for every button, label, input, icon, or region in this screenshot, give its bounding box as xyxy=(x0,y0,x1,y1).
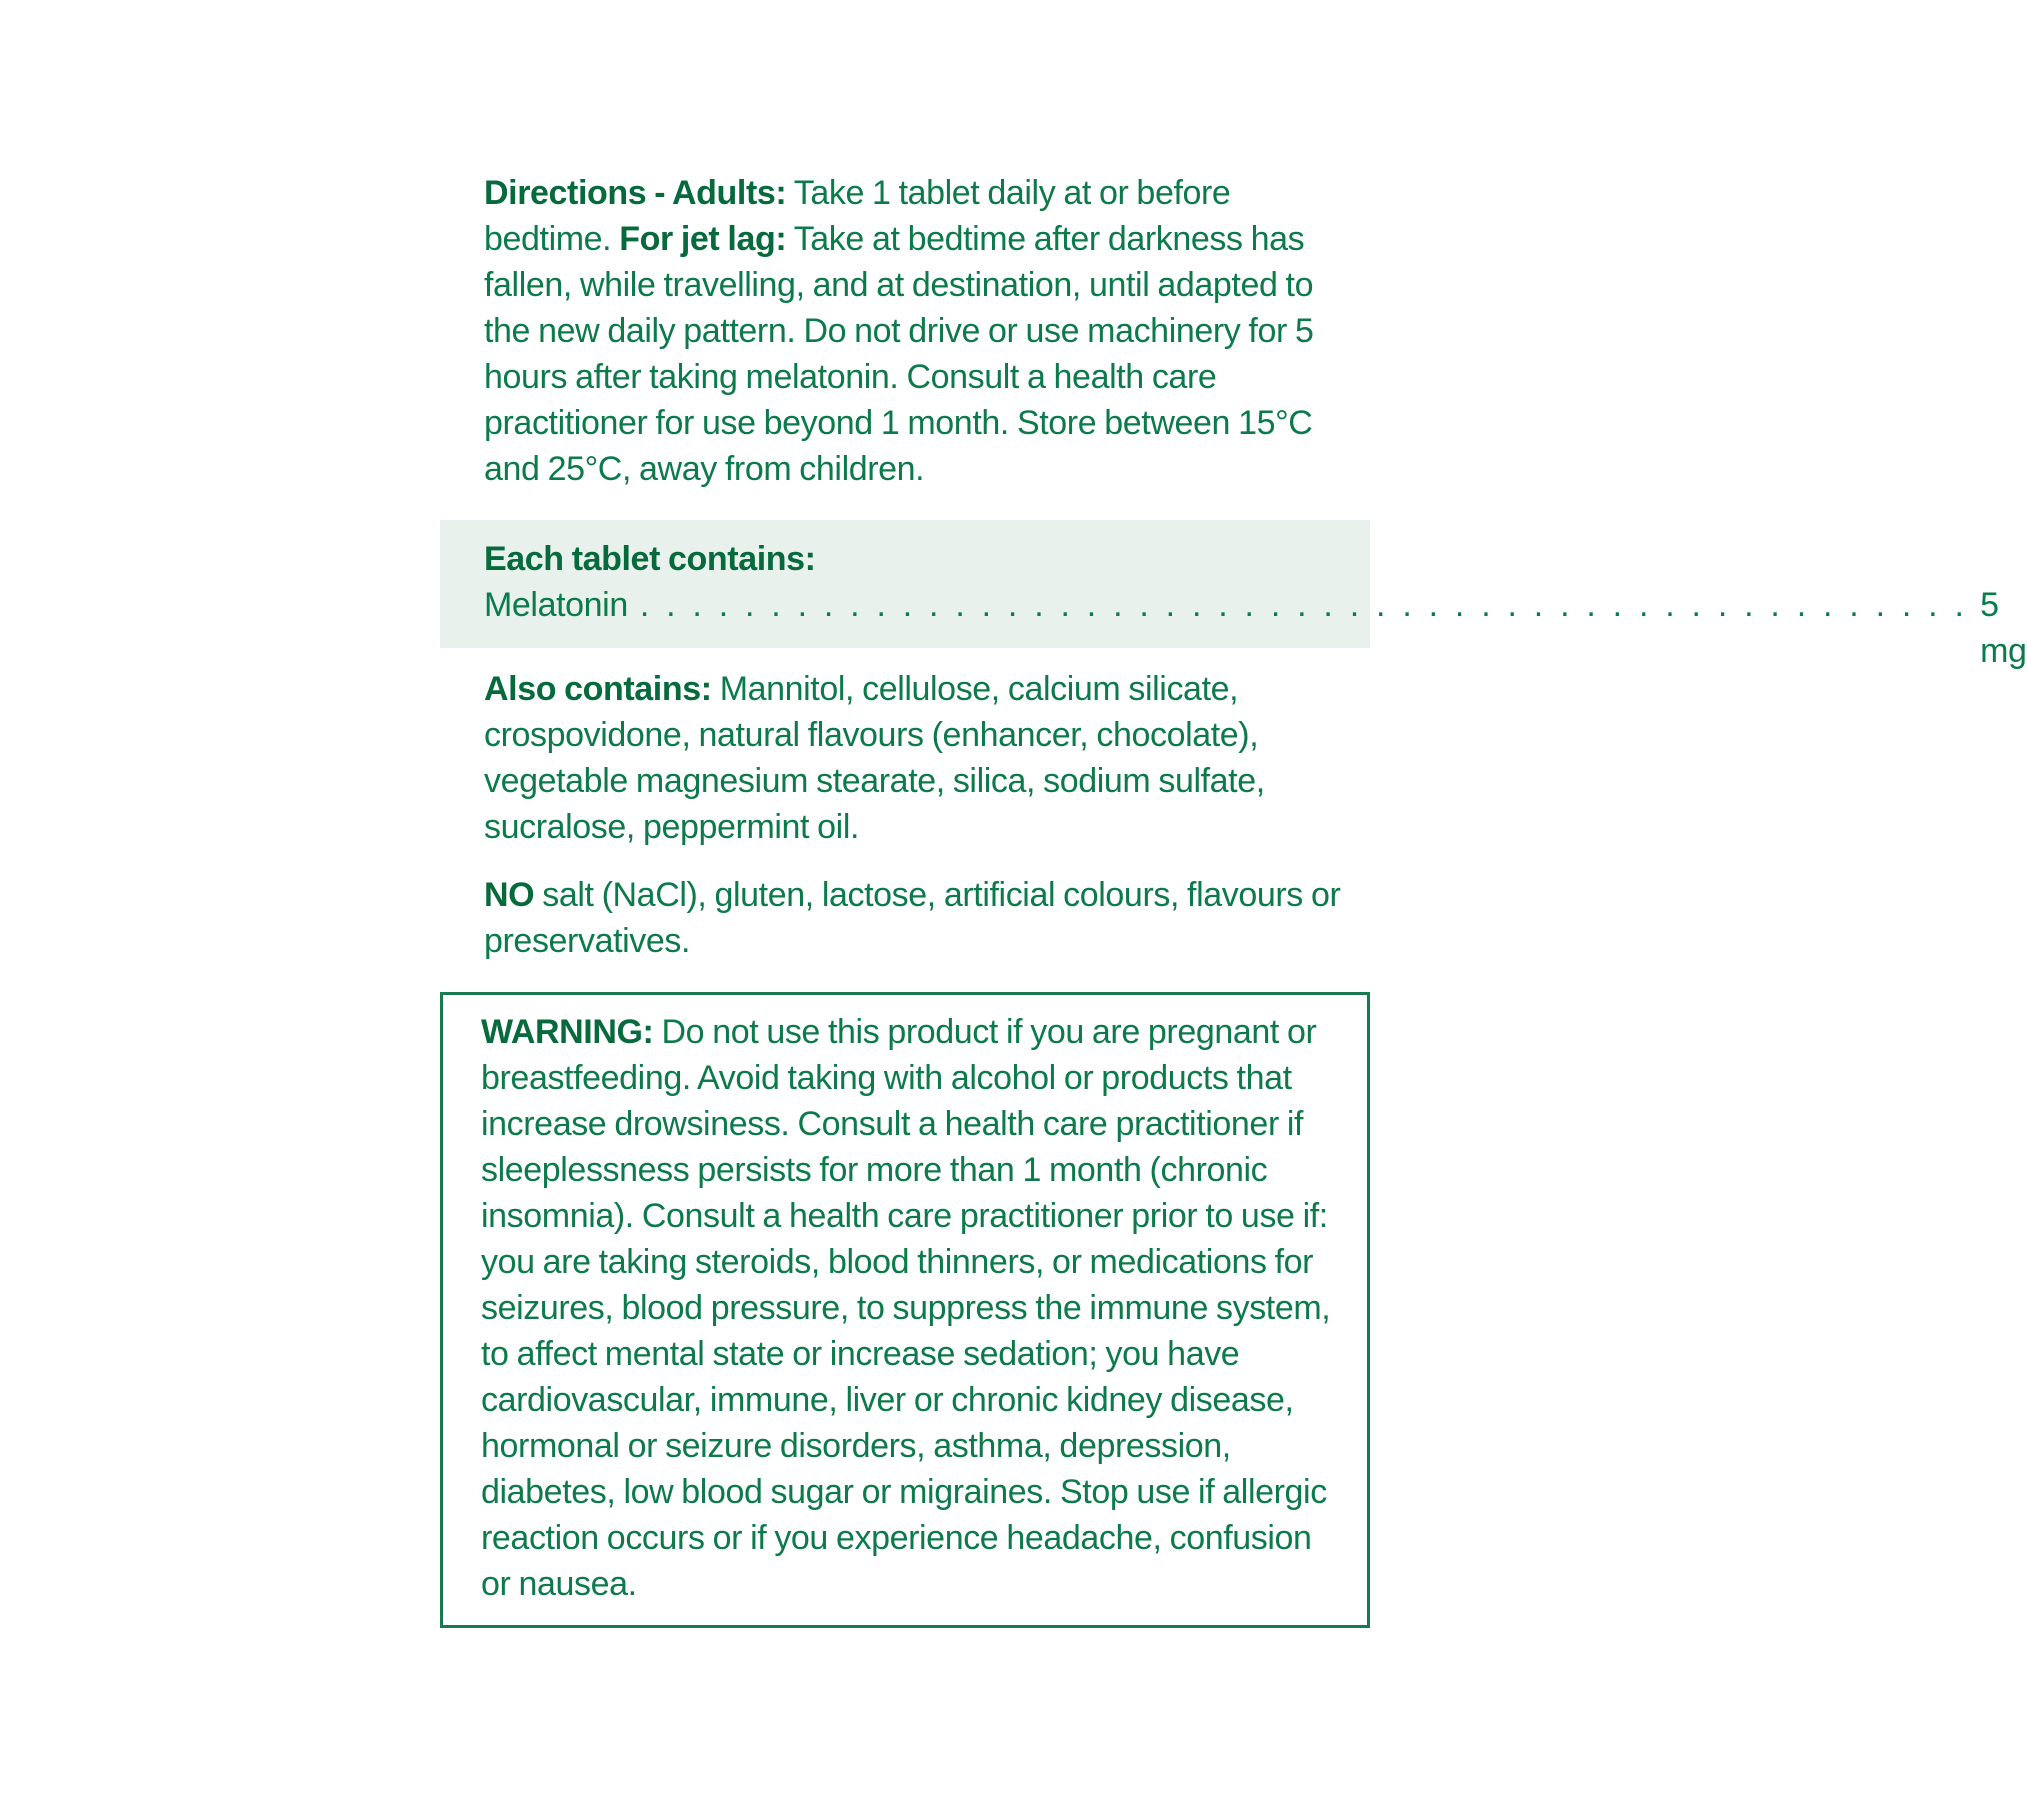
jet-lag-heading: For jet lag: xyxy=(619,220,787,258)
free-from-text: salt (NaCl), gluten, lactose, artificial colours, flavours or preservatives. xyxy=(484,876,1341,960)
also-contains-heading: Also contains: xyxy=(484,670,712,708)
also-contains-section xyxy=(484,666,1344,850)
directions-heading: Directions - Adults: xyxy=(484,174,787,212)
warning-heading: WARNING: xyxy=(481,1013,654,1051)
warning-box xyxy=(440,992,1370,1628)
directions-text-1: Take 1 tablet daily at or before bedtime. xyxy=(484,174,1231,258)
directions-text-2: Take at bedtime after darkness has fallen, while travelling, and at destination, until adapted to the new daily pattern. Do not drive or use machinery for 5 hours after taking melatonin. Consult a health care practitioner for use beyond 1 month. Store between 15°C and 25°C, away from children. xyxy=(484,220,1314,488)
ingredient-amount: 5 mg xyxy=(1980,586,2027,670)
free-from-section xyxy=(484,872,1344,964)
dot-leader: . . . . . . . . . . . . . . . . . . . . . . . . . . . . . . . . . . . . . . . . . . . . . . . . . . . xyxy=(639,586,1969,624)
ingredients-box xyxy=(440,520,2027,670)
also-contains-text: Mannitol, cellulose, calcium silicate, crospovidone, natural flavours (enhancer, chocolate), vegetable magnesium stearate, silica, sodium sulfate, sucralose, peppermint oil. xyxy=(484,670,1265,846)
ingredient-row xyxy=(484,582,2027,674)
directions-section xyxy=(484,170,1344,492)
warning-text: Do not use this product if you are pregnant or breastfeeding. Avoid taking with alcohol or products that increase drowsiness. Consult a health care practitioner if sleeplessness persists for more than 1 month (chronic insomnia). Consult a health care practitioner prior to use if: you are taking steroids, blood thinners, or medications for seizures, blood pressure, to suppress the immune system, to affect mental state or increase sedation; you have cardiovascular, immune, liver or chronic kidney disease, hormonal or seizure disorders, asthma, depression, diabetes, low blood sugar or migraines. Stop use if allergic reaction occurs or if you experience headache, confusion or nausea. xyxy=(481,1013,1331,1603)
free-from-heading: NO xyxy=(484,876,535,914)
ingredients-heading: Each tablet contains: xyxy=(484,540,816,578)
ingredient-name: Melatonin xyxy=(484,586,628,624)
warning-section xyxy=(481,1009,1349,1607)
